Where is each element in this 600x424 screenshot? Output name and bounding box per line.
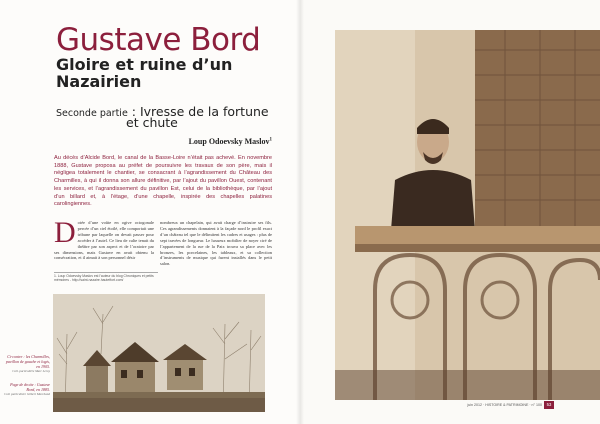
photo-caption-2 xyxy=(4,382,50,397)
page-number: 53 xyxy=(544,401,554,409)
author-name: Loup Odoevsky Maslov xyxy=(188,137,270,146)
article-title: Gustave Bord xyxy=(56,22,261,58)
part-title-line-2: et chute xyxy=(126,115,178,130)
author-footnote-mark: 1 xyxy=(269,137,272,143)
body-text-left: otée d’une voûte en ogive octogonale percée d’un ciel étoilé, elle comportait une tribune par laquelle on devait passer pour accéder à l’autel. Ce lieu de culte tenait du théâtre par son aspect et de l’oratoire par ses dimensions, mais Gustave en avait obtenu la consécration, et il aimait à son personnel désir xyxy=(54,220,154,261)
portrait-illustration xyxy=(335,30,600,400)
body-text-right: nombreux un chapelain, qui avait charge d’instruire ses fils. Ces agrandissements donnaient à la façade nord le profil exact d’un château tel que le délimitent les cadres et usages : plus de sept travées de longueur. Le luxueux mobilier de noyer ciré de l’appartement de la rue de la Paix trouva sa place avec les bronzes, les porcelaines, les tableaux, et sa collection d’instruments de musique qui furent installés dans le petit salon. xyxy=(160,220,272,267)
part-title-line-1: : Ivresse de la fortune xyxy=(127,104,269,119)
body-column-left xyxy=(54,216,154,261)
photo-caption-1-text: Ci-contre : les Charmilles, pavillon de gauche et logis, en 1905. xyxy=(5,354,50,369)
charmilles-photo xyxy=(53,294,265,412)
charmilles-photo-illustration xyxy=(53,294,265,412)
page-gutter xyxy=(296,0,304,424)
photo-caption-2-credit: Coll. particulière Gilbert Marchand xyxy=(4,392,50,396)
footnote: 1. Loup Odoevsky Maslov est l’auteur du blog Chroniques et petits mémoires - http://saint-nazaire.hautetfort.com/ xyxy=(54,272,158,283)
body-column-right xyxy=(160,220,272,267)
photo-caption-1 xyxy=(4,354,50,374)
intro-paragraph: Au décès d’Alcide Bord, le canal de la Basse-Loire n’était pas achevé. En novembre 1888, Gustave proposa au préfet de poursuivre les travaux de son père, mais il négligea totalement le chantier, se consacrant à l’agrandissement du Château des Charmilles, à qui il donna son allure définitive, par l’ajout du pavillon Ouest, contenant les services, et l’agrandissement du pavillon Est, celui de la bibliothèque, par l’ajout d’un billard et, à l’étage, d’une chapelle, inspirée des chapelles palatines carolingiennes. xyxy=(54,155,272,208)
article-subtitle: Gloire et ruine d’un Nazairien xyxy=(56,55,233,91)
part-label: Seconde partie xyxy=(56,108,128,119)
author-byline xyxy=(189,137,272,146)
folio-text: juin 2012 · HISTOIRE & PATRIMOINE · n° 100 xyxy=(467,403,542,407)
drop-cap: D xyxy=(54,216,76,249)
gustave-bord-portrait-photo xyxy=(335,30,600,400)
photo-caption-1-credit: Coll. particulière Marc Leroy xyxy=(12,369,50,373)
photo-caption-2-text: Page de droite : Gustave Bord, en 1885. xyxy=(10,382,50,392)
